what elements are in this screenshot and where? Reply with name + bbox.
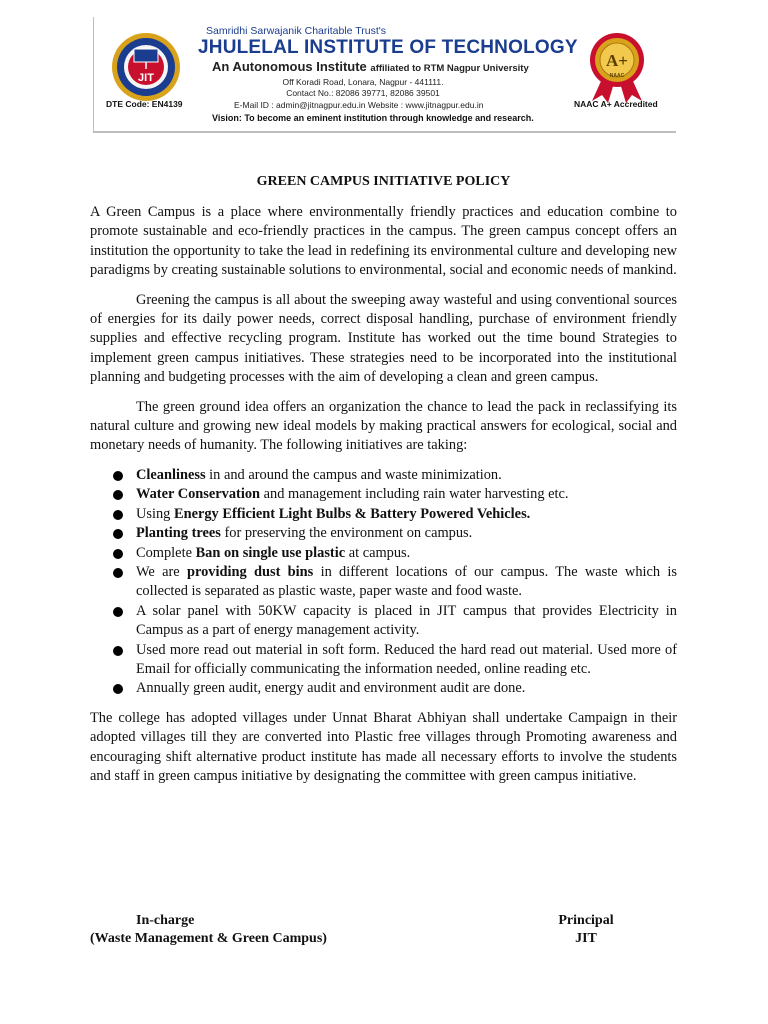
- signature-principal-title: Principal: [558, 913, 614, 928]
- list-item: Used more read out material in soft form. Reduced the hard read out material. Used more of Email for officially communicating the information needed, online reading etc.: [90, 641, 677, 680]
- jit-logo-emblem-icon: [110, 31, 182, 103]
- list-item: Water Conservation and management including rain water harvesting etc.: [90, 485, 677, 504]
- signature-principal-subtitle: JIT: [575, 931, 597, 946]
- naac-seal-icon: [588, 31, 646, 103]
- list-item: Annually green audit, energy audit and environment audit are done.: [90, 679, 677, 698]
- institute-name: JHULELAL INSTITUTE OF TECHNOLOGY: [198, 37, 578, 58]
- list-item: We are providing dust bins in different locations of our campus. The waste which is collected is separated as plastic waste, paper waste and food waste.: [90, 563, 677, 602]
- autonomous-label: An Autonomous Institute: [212, 59, 367, 74]
- dte-code: DTE Code: EN4139: [106, 99, 183, 109]
- naac-accreditation: NAAC A+ Accredited: [574, 99, 658, 109]
- paragraph-intro: A Green Campus is a place where environmentally friendly practices and education combine to promote sustainable and eco-friendly practices in the campus. The green campus concept offers an institution the opportunity to take the lead in redefining its environmental culture and developing new paradigms by creating sustainable solutions to environmental, social and economic needs of mankind.: [90, 204, 677, 279]
- signature-incharge-subtitle: (Waste Management & Green Campus): [90, 931, 327, 946]
- initiatives-list: [90, 466, 677, 699]
- email-website-line: E-Mail ID : admin@jitnagpur.edu.in Website : www.jitnagpur.edu.in: [234, 100, 484, 110]
- document-title: GREEN CAMPUS INITIATIVE POLICY: [256, 174, 511, 189]
- contact-line: Contact No.: 82086 39771, 82086 39501: [286, 88, 440, 98]
- list-item: Planting trees for preserving the environment on campus.: [90, 524, 677, 543]
- paragraph-unnat-bharat: The college has adopted villages under Unnat Bharat Abhiyan shall undertake Campaign in their adopted villages till they are converted into Plastic free villages through Promoting awareness and encouraging shift alternative product institute has made all necessary efforts to involve the students and staff in green campus initiative by designating the committee with green campus initiative.: [90, 709, 677, 784]
- signature-incharge-title: In-charge: [136, 913, 195, 928]
- list-item: A solar panel with 50KW capacity is placed in JIT campus that provides Electricity in Campus as a part of energy management activity.: [90, 602, 677, 641]
- affiliation-label: affiliated to RTM Nagpur University: [370, 63, 529, 74]
- trust-name: Samridhi Sarwajanik Charitable Trust's: [206, 25, 386, 37]
- autonomous-line: [212, 59, 578, 77]
- document-body: [90, 203, 677, 796]
- list-item: Using Energy Efficient Light Bulbs & Battery Powered Vehicles.: [90, 505, 677, 524]
- address-line: Off Koradi Road, Lonara, Nagpur - 441111.: [282, 77, 444, 87]
- paragraph-greening: Greening the campus is all about the sweeping away wasteful and using conventional sources of energies for its daily power needs, correct disposal handling, purchase of environment friendly supplies and effective recycling program. Institute has worked out the time bound Strategies to implement green campus initiatives. These strategies need to be incorporated into the institutional planning and budgeting processes with the aim of developing a clean and green campus.: [90, 291, 677, 386]
- naac-seal-grade: A+: [606, 51, 628, 70]
- signature-incharge: [90, 912, 370, 948]
- letterhead: [93, 17, 676, 133]
- jit-logo-text: JIT: [138, 72, 154, 84]
- list-item: Cleanliness in and around the campus and waste minimization.: [90, 466, 677, 485]
- signature-principal: [540, 912, 632, 948]
- paragraph-green-ground: The green ground idea offers an organization the chance to lead the pack in reclassifying its natural culture and growing new ideal models by making practical answers for ecological, social and monetary needs of humanity. The following initiatives are taking:: [90, 398, 677, 454]
- naac-seal-ribbon: NAAC: [609, 73, 625, 79]
- list-item: Complete Ban on single use plastic at campus.: [90, 544, 677, 563]
- letterhead-text-block: [198, 25, 578, 111]
- vision-statement: Vision: To become an eminent institution through knowledge and research.: [212, 113, 534, 123]
